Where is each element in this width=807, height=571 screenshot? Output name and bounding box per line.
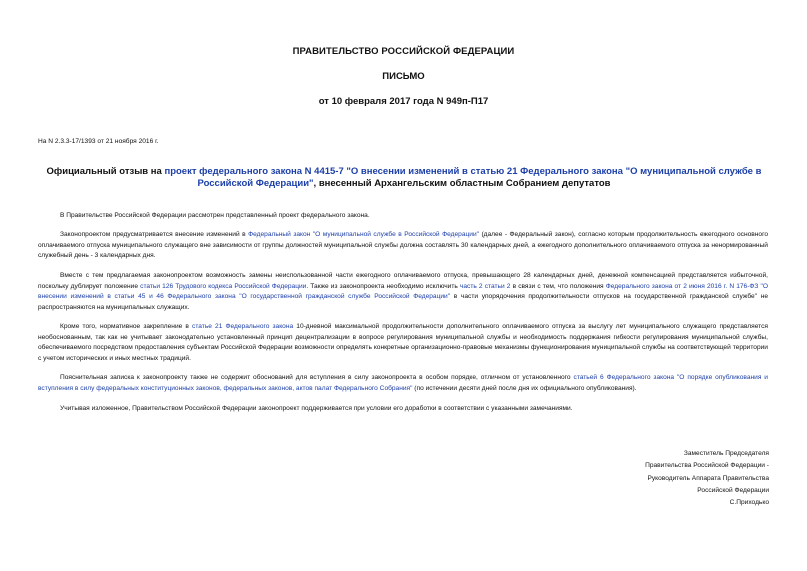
title-suffix: , внесенный Архангельским областным Собранием депутатов [313, 178, 611, 189]
paragraph-4 [38, 322, 768, 364]
municipal-service-law-link[interactable]: Федеральный закон "О муниципальной службе в Российской Федерации" [248, 231, 479, 238]
paragraph-3 [38, 271, 768, 313]
paragraph-5 [38, 373, 768, 394]
signature-line: Правительства Российской Федерации - [645, 462, 769, 470]
signature-block [645, 448, 769, 509]
issuer-heading: ПРАВИТЕЛЬСТВО РОССИЙСКОЙ ФЕДЕРАЦИИ [292, 46, 515, 57]
part-2-article-2-link[interactable]: часть 2 статьи 2 [459, 282, 511, 290]
paragraph-3-text-4: в части упорядочения продолжительности отпусков на государственной гражданской службе" не распространяются на муниципальных служащих. [38, 293, 768, 311]
paragraph-3-text-2: . Также из законопроекта необходимо исключить [306, 282, 460, 290]
paragraph-6: Учитывая изложенное, Правительством Российской Федерации законопроект поддерживается при условии его доработки в соответствии с указанными замечаниями. [60, 405, 573, 412]
paragraph-2-text-1: Законопроектом предусматривается внесение изменений в [60, 231, 249, 238]
title-bill-link[interactable]: проект федерального закона N 4415-7 "О внесении изменений в статью 21 Федерального закона "О муниципальной службе в Российской Федерации" [164, 166, 762, 189]
paragraph-2 [38, 230, 768, 262]
signature-line: Руководитель Аппарата Правительства [647, 474, 769, 482]
paragraph-5-text-1: Пояснительная записка к законопроекту также не содержит обоснований для вступления в силу законопроекта в особом порядке, отличном от установленного [60, 374, 574, 381]
paragraph-2-text-2: (далее - Федеральный закон), согласно которым продолжительность ежегодного основного оплачиваемого отпуска муниципального служащего вне зависимости от группы должностей муниципальной службы должна составлять 30 календарных дней, а ежегодного дополнительного оплачиваемого отпуска за ненормированный служебный день - 3 календарных дня. [38, 231, 768, 260]
signature-line: Заместитель Председателя [683, 450, 769, 457]
labor-code-article-126-link[interactable]: статьи 126 Трудового кодекса Российской Федерации [140, 282, 307, 290]
paragraph-5-text-2: (по истечении десяти дней после дня их официального опубликования). [412, 384, 637, 392]
document-title [36, 166, 772, 190]
date-number-heading: от 10 февраля 2017 года N 949п-П17 [318, 96, 489, 107]
reference-line: На N 2.3.3-17/1393 от 21 ноября 2016 г. [38, 138, 159, 145]
signature-line: Российской Федерации [697, 486, 769, 494]
paragraph-3-text-3: в связи с тем, что положения [510, 282, 606, 290]
paragraph-3-text-1: Вместе с тем предлагаемая законопроектом возможность замены неиспользованной части ежегодного оплачиваемого отпуска, превышающего 28 календарных дней, денежной компенсацией представляется избыточной, поскольку дублирует положение [38, 272, 768, 290]
title-prefix: Официальный отзыв на [46, 166, 165, 177]
paragraph-4-text-1: Кроме того, нормативное закрепление в [60, 323, 193, 330]
federal-law-176-fz-link[interactable]: Федерального закона от 2 июня 2016 г. N 176-ФЗ "О внесении изменений в статьи 45 и 46 Федерального закона "О государственной гражданской службе Российской Федерации" [38, 282, 769, 301]
paragraph-1: В Правительстве Российской Федерации рассмотрен представленный проект федерального закона. [60, 212, 370, 219]
document-type-heading: ПИСЬМО [382, 71, 425, 82]
paragraph-4-text-2: 10-дневной максимальной продолжительности дополнительного оплачиваемого отпуска за выслугу лет муниципального служащего представляется необоснованным, так как не учитывает законодательно установленный принцип децентрализации в вопросе регулирования муниципальной службы и необходимость поддержания гибкости регулирования муниципальной службы, обеспечиваемого посредством предоставления субъектам Российской Федерации возможности определять конкретные организационно-правовые механизмы функционирования муниципальной службы на соответствующей территории с учетом исторических и иных местных традиций. [38, 323, 768, 362]
article-6-publication-law-link[interactable]: статьей 6 Федерального закона "О порядке опубликования и вступления в силу федеральных конституционных законов, федеральных законов, актов палат Федерального Собрания" [38, 374, 768, 392]
signatory-name: С.Приходько [729, 499, 769, 507]
article-21-link[interactable]: статье 21 Федерального закона [192, 323, 294, 330]
